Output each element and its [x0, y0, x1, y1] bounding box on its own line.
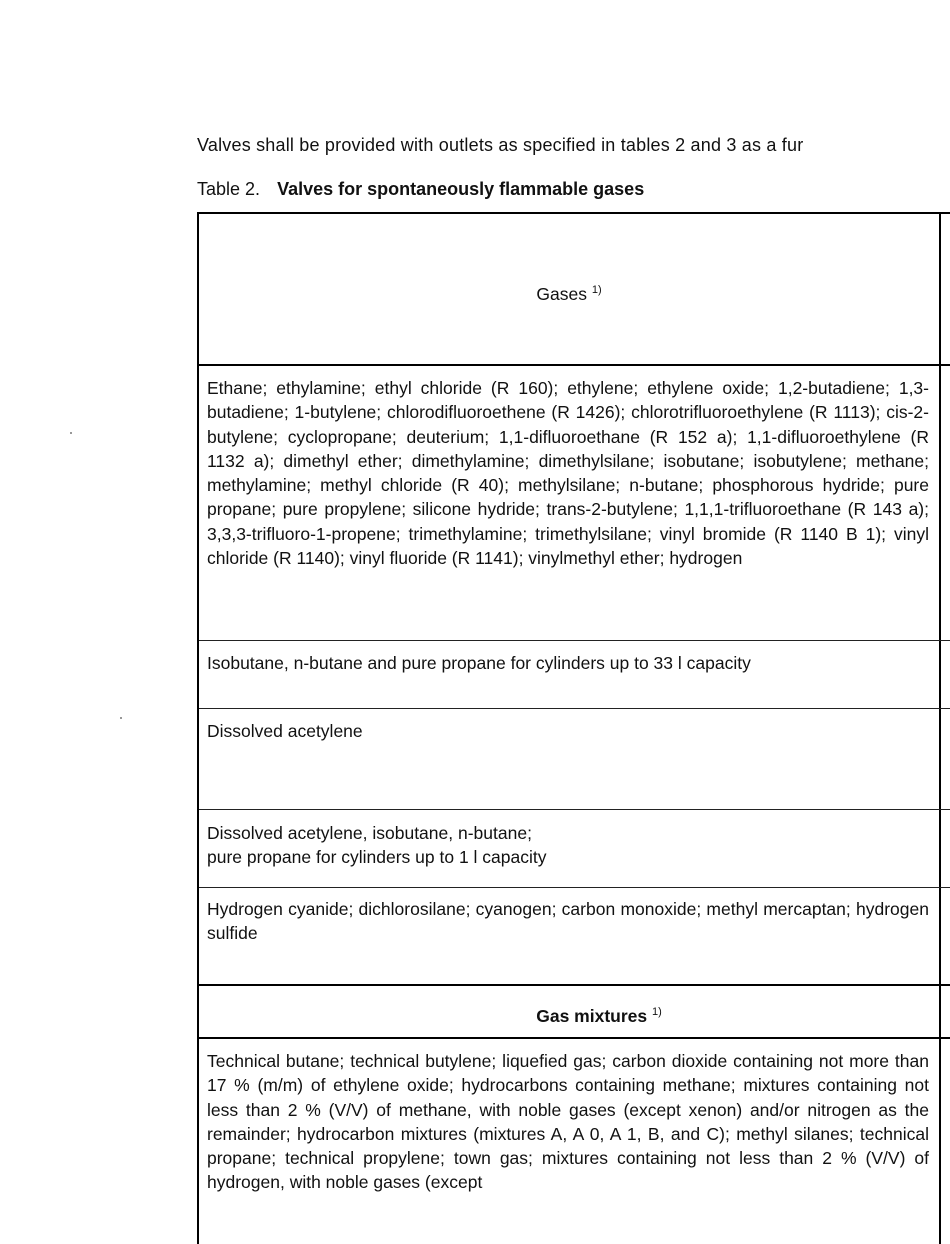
gas-mixtures-footnote: 1) — [651, 1006, 662, 1018]
table-row-acetylene-butanes — [207, 821, 929, 870]
section-divider-top — [199, 984, 950, 986]
table-title: Valves for spontaneously flammable gases — [277, 179, 645, 199]
gases-header-footnote: 1) — [591, 284, 602, 296]
row-divider — [199, 640, 950, 641]
scan-speck — [120, 717, 122, 719]
column-divider — [939, 214, 941, 1244]
table-caption — [197, 177, 644, 201]
row-divider — [199, 809, 950, 810]
row-divider — [199, 708, 950, 709]
table-row-dissolved-acetylene: Dissolved acetylene — [207, 721, 363, 741]
table-number: Table 2. — [197, 179, 261, 199]
gas-mixtures-label: Gas mixtures — [536, 1006, 648, 1026]
gas-mixtures-header — [199, 1000, 950, 1028]
table-row-toxic-gases: Hydrogen cyanide; dichlorosilane; cyanogen; carbon monoxide; methyl mercaptan; hydrogen sulfide — [207, 899, 929, 944]
table-row-small-cylinders: Isobutane, n-butane and pure propane for cylinders up to 33 l capacity — [207, 653, 751, 673]
table-row-gases-list: Ethane; ethylamine; ethyl chloride (R 160); ethylene; ethylene oxide; 1,2-butadiene; 1,3-butadiene; 1-butylene; chlorodifluoroethene (R 1426); chlorotrifluoroethylene (R 1113); cis-2-butylene; cyclopropane; deuterium; 1,1-difluoroethane (R 152 a); 1,1-difluoroethylene (R 1132 a); dimethyl ether; dimethylamine; dimethylsilane; isobutane; isobutylene; methane; methylamine; methyl chloride (R 40); methylsilane; n-butane; phosphorous hydride; pure propane; pure propylene; silicone hydride; trans-2-butylene; 1,1,1-trifluoroethane (R 143 a); 3,3,3-trifluoro-1-propene; trimethylamine; trimethylsilane; vinyl bromide (R 1140 B 1); vinyl chloride (R 1140); vinyl fluoride (R 1141); vinylmethyl ether; hydrogen — [207, 378, 929, 569]
gases-header-label: Gases — [536, 284, 587, 304]
header-divider — [199, 364, 950, 366]
scan-speck — [70, 432, 72, 434]
table-row-gas-mixtures: Technical butane; technical butylene; liquefied gas; carbon dioxide containing not more than 17 % (m/m) of ethylene oxide; hydrocarbons containing methane; mixtures containing not less than 2 % (V/V) of methane, with noble gases (except xenon) and/or nitrogen as the remainder; hydrocarbon mixtures (mixtures A, A 0, A 1, B, and C); methyl silanes; technical propane; technical propylene; town gas; mixtures containing not less than 2 % (V/V) of hydrogen, with noble gases (except — [207, 1051, 929, 1193]
gases-column-header — [199, 278, 939, 306]
row-line-1: Dissolved acetylene, isobutane, n-butane; — [207, 823, 532, 843]
row-line-2: pure propane for cylinders up to 1 l capacity — [207, 847, 547, 868]
intro-paragraph: Valves shall be provided with outlets as specified in tables 2 and 3 as a fur — [197, 135, 804, 155]
gases-table — [197, 212, 950, 1244]
row-divider — [199, 887, 950, 888]
section-divider-bottom — [199, 1037, 950, 1039]
